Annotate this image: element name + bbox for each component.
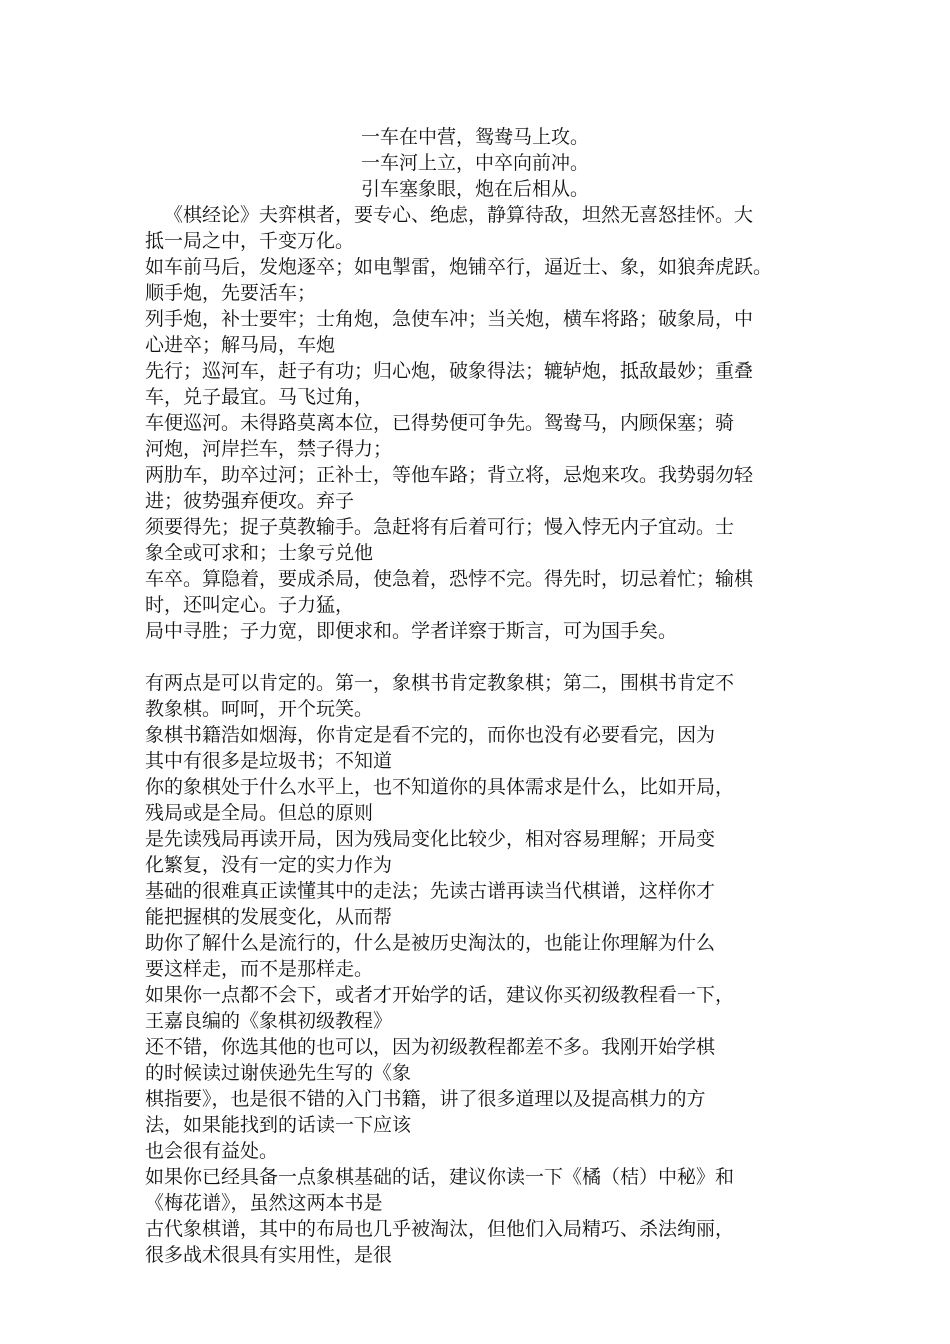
text-line: 还不错，你选其他的也可以，因为初级教程都差不多。我刚开始学棋 bbox=[145, 1036, 716, 1058]
text-line: 抵一局之中，千变万化。 bbox=[145, 230, 355, 252]
text-line: 也会很有益处。 bbox=[145, 1140, 279, 1162]
text-line: 列手炮，补士要牢；士角炮，急使车冲；当关炮，横车将路；破象局，中 bbox=[145, 308, 754, 330]
text-line: 《梅花谱》，虽然这两本书是 bbox=[145, 1192, 383, 1214]
text-line: 要这样走，而不是那样走。 bbox=[145, 958, 374, 980]
text-line: 助你了解什么是流行的，什么是被历史淘汰的，也能让你理解为什么 bbox=[145, 932, 716, 954]
text-line: 有两点是可以肯定的。第一，象棋书肯定教象棋；第二，围棋书肯定不 bbox=[145, 672, 735, 694]
text-line: 顺手炮，先要活车； bbox=[145, 282, 317, 304]
text-line: 如车前马后，发炮逐卒；如电掣雷，炮铺卒行，逼近士、象，如狼奔虎跃。 bbox=[145, 256, 773, 278]
text-line: 两肋车，助卒过河；正补士，等他车路；背立将，忌炮来攻。我势弱勿轻 bbox=[145, 464, 754, 486]
text-line: 是先读残局再读开局，因为残局变化比较少，相对容易理解；开局变 bbox=[145, 828, 716, 850]
text-line: 王嘉良编的《象棋初级教程》 bbox=[145, 1010, 393, 1032]
text-line: 基础的很难真正读懂其中的走法；先读古谱再读当代棋谱，这样你才 bbox=[145, 880, 716, 902]
text-line: 很多战术很具有实用性，是很 bbox=[145, 1244, 393, 1266]
text-line: 如果你已经具备一点象棋基础的话，建议你读一下《橘（桔）中秘》和 bbox=[145, 1166, 735, 1188]
poem-line-2: 一车河上立，中卒向前冲。 bbox=[360, 152, 589, 174]
text-line: 其中有很多是垃圾书；不知道 bbox=[145, 750, 393, 772]
text-line: 进；彼势强弃便攻。弃子 bbox=[145, 490, 355, 512]
text-line: 棋指要》，也是很不错的入门书籍，讲了很多道理以及提高棋力的方 bbox=[145, 1088, 706, 1110]
text-line: 古代象棋谱，其中的布局也几乎被淘汰，但他们入局精巧、杀法绚丽， bbox=[145, 1218, 735, 1240]
text-line: 的时候读过谢侠逊先生写的《象 bbox=[145, 1062, 412, 1084]
text-line: 你的象棋处于什么水平上，也不知道你的具体需求是什么，比如开局， bbox=[145, 776, 735, 798]
text-line: 心进卒；解马局，车炮 bbox=[145, 334, 336, 356]
text-line: 化繁复，没有一定的实力作为 bbox=[145, 854, 393, 876]
text-line: 时，还叫定心。子力猛， bbox=[145, 594, 355, 616]
poem-line-3: 引车塞象眼，炮在后相从。 bbox=[360, 178, 589, 200]
text-line: 如果你一点都不会下，或者才开始学的话，建议你买初级教程看一下， bbox=[145, 984, 735, 1006]
text-line: 《棋经论》夫弈棋者，要专心、绝虑，静算待敌，坦然无喜怒挂怀。大 bbox=[164, 204, 754, 226]
poem-line-1: 一车在中营，鸳鸯马上攻。 bbox=[360, 126, 589, 148]
text-line: 先行；巡河车，赶子有功；归心炮，破象得法；辘轳炮，抵敌最妙；重叠 bbox=[145, 360, 754, 382]
text-line: 能把握棋的发展变化，从而帮 bbox=[145, 906, 393, 928]
text-line: 车便巡河。未得路莫离本位，已得势便可争先。鸳鸯马，内顾保塞；骑 bbox=[145, 412, 735, 434]
text-line: 象棋书籍浩如烟海，你肯定是看不完的，而你也没有必要看完，因为 bbox=[145, 724, 716, 746]
text-line: 河炮，河岸拦车，禁子得力； bbox=[145, 438, 393, 460]
text-line: 象全或可求和；士象亏兑他 bbox=[145, 542, 374, 564]
text-line: 局中寻胜；子力宽，即便求和。学者详察于斯言，可为国手矣。 bbox=[145, 620, 678, 642]
text-line: 须要得先；捉子莫教输手。急赶将有后着可行；慢入悖无内子宜动。士 bbox=[145, 516, 735, 538]
text-line: 法，如果能找到的话读一下应该 bbox=[145, 1114, 412, 1136]
text-line: 教象棋。呵呵，开个玩笑。 bbox=[145, 698, 374, 720]
text-line: 车，兑子最宜。马飞过角， bbox=[145, 386, 374, 408]
text-line: 残局或是全局。但总的原则 bbox=[145, 802, 374, 824]
text-line: 车卒。算隐着，要成杀局，使急着，恐悖不完。得先时，切忌着忙；输棋 bbox=[145, 568, 754, 590]
